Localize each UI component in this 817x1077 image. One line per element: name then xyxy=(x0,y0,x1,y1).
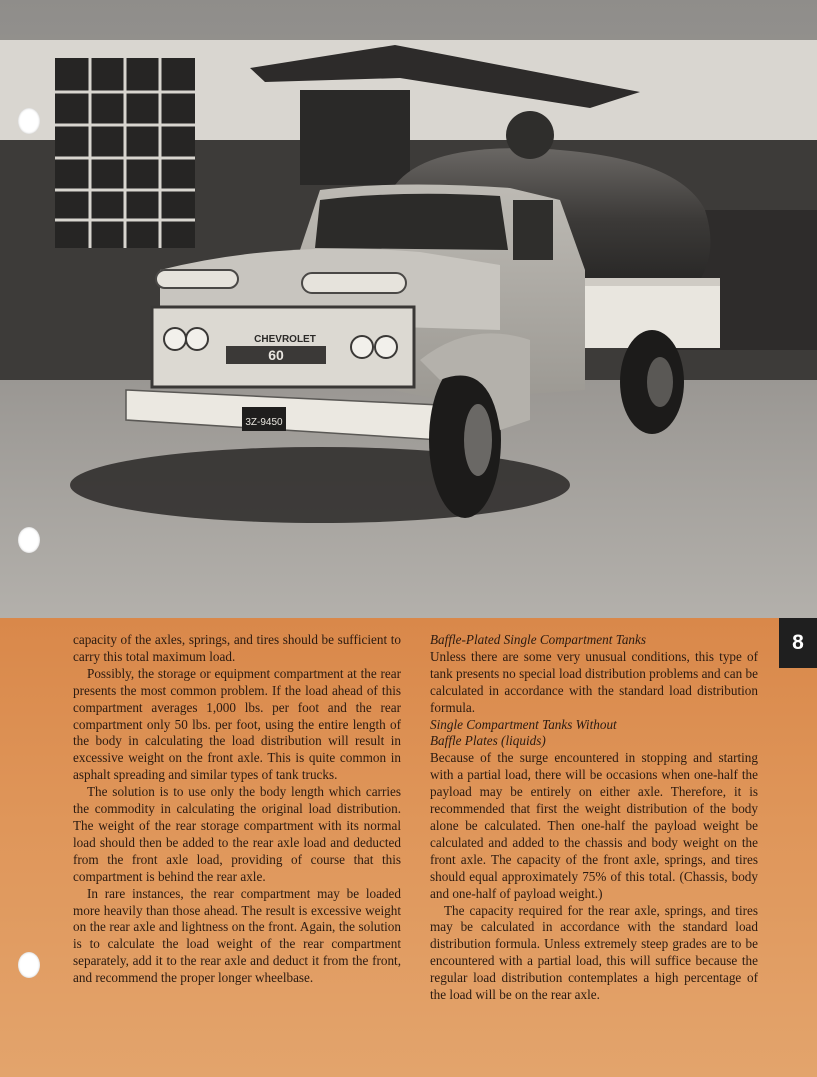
punch-hole xyxy=(18,952,40,978)
page-number-tab: 8 xyxy=(779,618,817,668)
punch-hole xyxy=(18,527,40,553)
model-badge: 60 xyxy=(268,347,284,363)
punch-hole xyxy=(18,108,40,134)
paragraph: In rare instances, the rear compartment may be loaded more heavily than those ahead. The result is excessive weight on the rear axle and lightness on the front. Again, the solution is to calculate the load weight of the rear compartment separately, add it to the rear axle and deduct it from the front, and recommend the proper longer wheelbase. xyxy=(73,885,401,986)
license-plate: 3Z-9450 xyxy=(245,417,283,428)
left-column xyxy=(73,632,401,987)
paragraph: capacity of the axles, springs, and tires should be sufficient to carry this total maximum load. xyxy=(73,632,401,664)
paragraph: Unless there are some very unusual conditions, this type of tank presents no special load distribution problems and can be calculated in accordance with the standard load distribution formula. xyxy=(430,648,758,715)
paragraph: Possibly, the storage or equipment compartment at the rear presents the most common problem. If the load ahead of this compartment averages 1,000 lbs. per foot and the rear compartment only 50 lbs. per foot, using the entire length of the body in calculating the load distribution will result in excessive weight on the front axle. This is quite common in asphalt spreading and similar types of tank trucks. xyxy=(73,665,401,783)
right-column xyxy=(430,632,758,1004)
paragraph: The capacity required for the rear axle, springs, and tires may be calculated in accordance with the standard load distribution formula. Unless extremely steep grades are to be encountered with a partial load, this will suffice because the regular load distribution contemplates a high percentage of the load will be on the rear axle. xyxy=(430,902,758,1003)
section-heading: Single Compartment Tanks Without xyxy=(430,716,617,732)
paragraph: Because of the surge encountered in stopping and starting with a partial load, there will be occasions when one-half the payload may be entirely on either axle. Therefore, it is recommended that first the weight distribution of the body alone be calculated. Then one-half the payload weight be calculated and added to the chassis and body weight on the front axle. The capacity of the front axle, springs, and tires should equal approximately 75% of this total. (Chassis, body and one-half of payload weight.) xyxy=(430,750,758,901)
grille-badge: CHEVROLET xyxy=(254,334,316,345)
section-heading: Baffle Plates (liquids) xyxy=(430,733,546,749)
paragraph: The solution is to use only the body length which carries the commodity in calculating the original load distribution. The weight of the rear storage compartment with its normal load should then be added to the rear axle load and deducted from the front axle load, providing of course that this compartment is behind the rear axle. xyxy=(73,784,401,884)
section-heading: Baffle-Plated Single Compartment Tanks xyxy=(430,632,646,647)
